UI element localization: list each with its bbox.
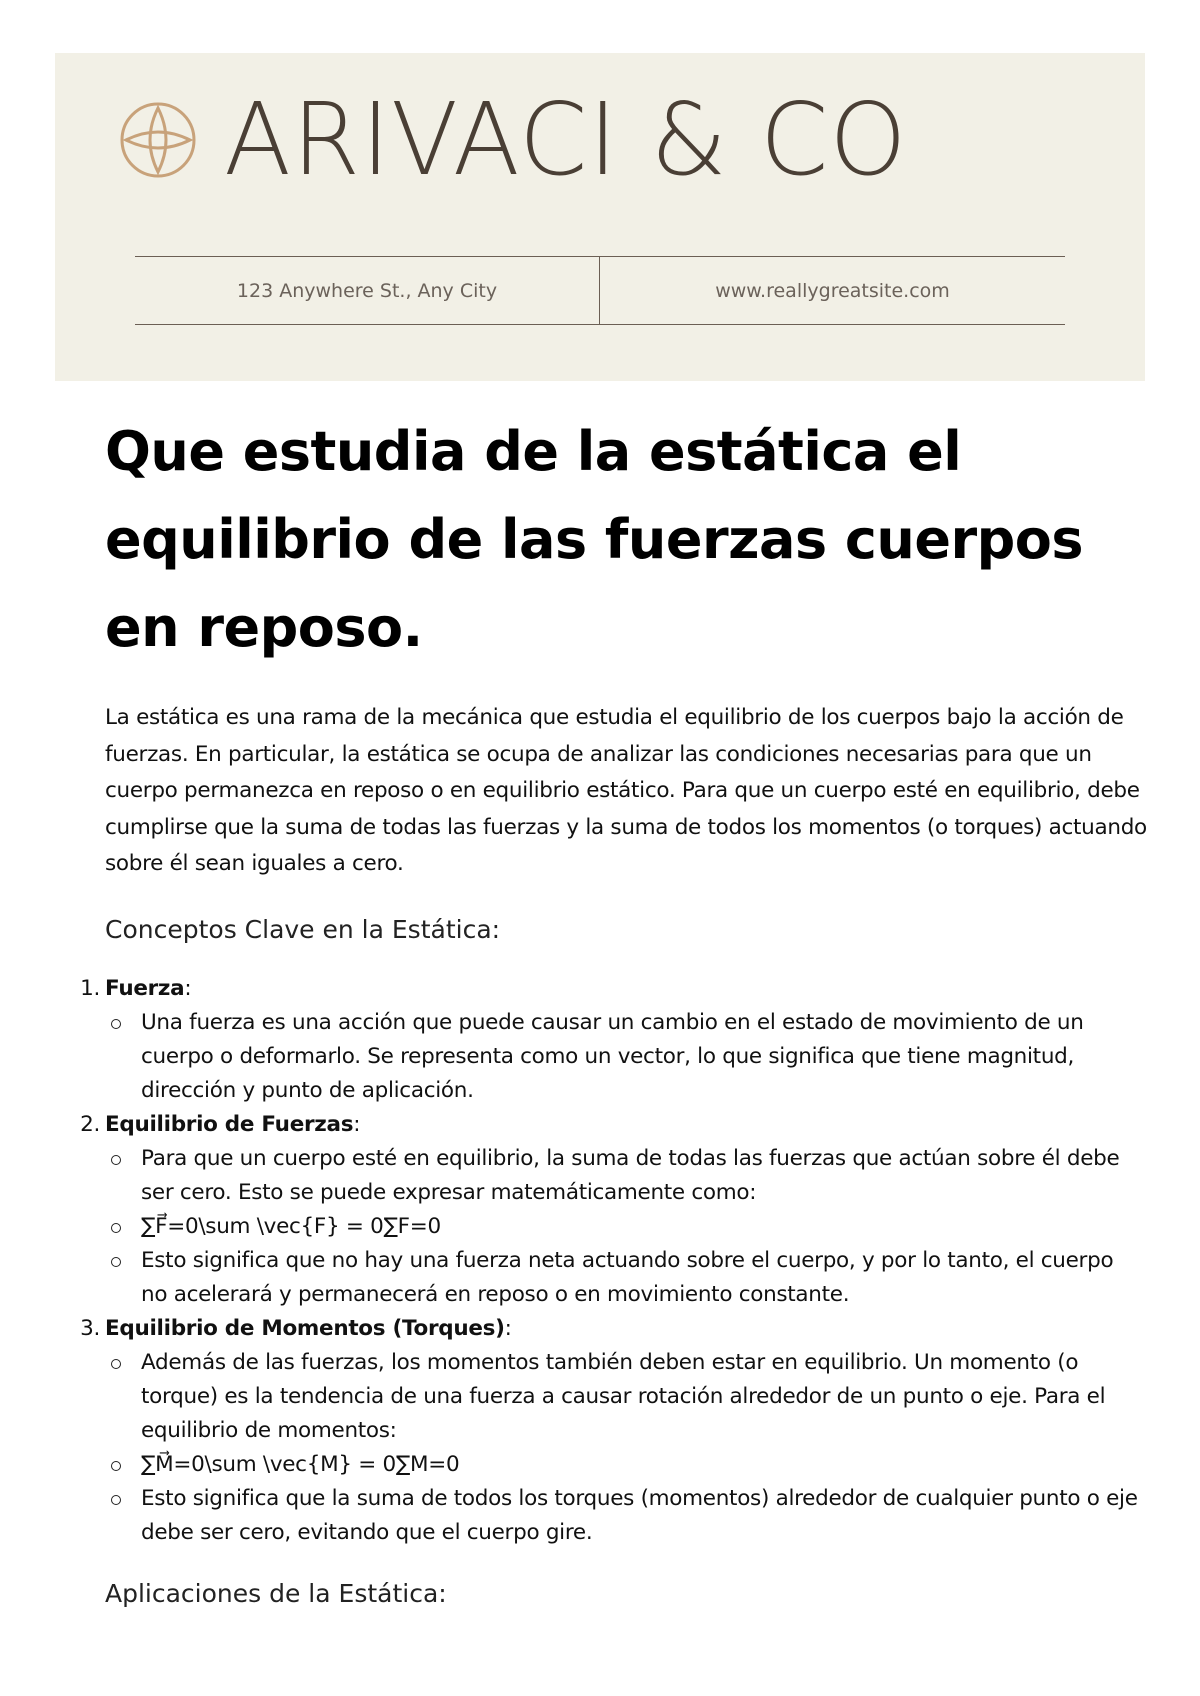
concept-number: 3. <box>80 1316 100 1341</box>
contact-rule-top <box>135 256 1065 257</box>
section-heading-applications: Aplicaciones de la Estática: <box>105 1579 447 1608</box>
bullet-circle-icon <box>111 1257 121 1267</box>
list-item: Esto significa que no hay una fuerza neta actuando sobre el cuerpo, y por lo tanto, el cuerpo no acelerará y permanecerá en reposo o en movimiento constante. <box>0 1244 1200 1312</box>
formula-item: ∑F⃗=0\sum \vec{F} = 0∑F=0 <box>0 1210 1200 1244</box>
contact-bar <box>55 53 1145 381</box>
list-item: Además de las fuerzas, los momentos también deben estar en equilibrio. Un momento (o torque) es la tendencia de una fuerza a causar rotación alrededor de un punto o eje. Para el equilibrio de momentos: <box>0 1346 1200 1448</box>
concept-item <box>0 1108 1200 1312</box>
concept-heading: 3. Equilibrio de Momentos (Torques): <box>0 1312 1200 1346</box>
concept-name: Fuerza <box>105 976 185 1001</box>
page-title: Que estudia de la estática el equilibrio de las fuerzas cuerpos en reposo. <box>105 420 1084 659</box>
concept-number: 2. <box>80 1112 100 1137</box>
brand-name: ARIVACI & CO <box>224 81 908 198</box>
concept-heading: 1. Fuerza: <box>0 972 1200 1006</box>
list-item: Para que un cuerpo esté en equilibrio, la suma de todas las fuerzas que actúan sobre él debe ser cero. Esto se puede expresar matemáticamente como: <box>0 1142 1200 1210</box>
bullet-circle-icon <box>111 1359 121 1369</box>
concept-item <box>0 1312 1200 1550</box>
concept-name: Equilibrio de Momentos (Torques) <box>105 1316 505 1341</box>
bullet-circle-icon <box>111 1019 121 1029</box>
concept-name: Equilibrio de Fuerzas <box>105 1112 354 1137</box>
concept-bullets <box>0 1142 1200 1312</box>
intro-paragraph: La estática es una rama de la mecánica que estudia el equilibrio de los cuerpos bajo la acción de fuerzas. En particular, la estática se ocupa de analizar las condiciones necesarias para que un cuerpo permanezca en reposo o en equilibrio estático. Para que un cuerpo esté en equilibrio, debe cumplirse que la suma de todas las fuerzas y la suma de todos los momentos (o torques) actuando sobre él sean iguales a cero. <box>105 705 1147 876</box>
website-link[interactable]: www.reallygreatsite.com <box>715 280 950 302</box>
concept-bullets <box>0 1006 1200 1108</box>
concept-heading: 2. Equilibrio de Fuerzas: <box>0 1108 1200 1142</box>
bullet-circle-icon <box>111 1461 121 1471</box>
address-text: 123 Anywhere St., Any City <box>236 280 498 302</box>
list-item: Una fuerza es una acción que puede causar un cambio en el estado de movimiento de un cuerpo o deformarlo. Se representa como un vector, lo que significa que tiene magnitud, dirección y punto de aplicación. <box>0 1006 1200 1108</box>
section-heading-concepts: Conceptos Clave en la Estática: <box>105 915 501 944</box>
list-item: Esto significa que la suma de todos los torques (momentos) alrededor de cualquier punto o eje debe ser cero, evitando que el cuerpo gire. <box>0 1482 1200 1550</box>
concepts-list <box>0 972 1200 1550</box>
concept-item <box>0 972 1200 1108</box>
bullet-circle-icon <box>111 1155 121 1165</box>
bullet-circle-icon <box>111 1495 121 1505</box>
concept-number: 1. <box>80 976 100 1001</box>
concept-bullets <box>0 1346 1200 1550</box>
bullet-circle-icon <box>111 1223 121 1233</box>
formula-item: ∑M⃗=0\sum \vec{M} = 0∑M=0 <box>0 1448 1200 1482</box>
contact-rule-bottom <box>135 324 1065 325</box>
